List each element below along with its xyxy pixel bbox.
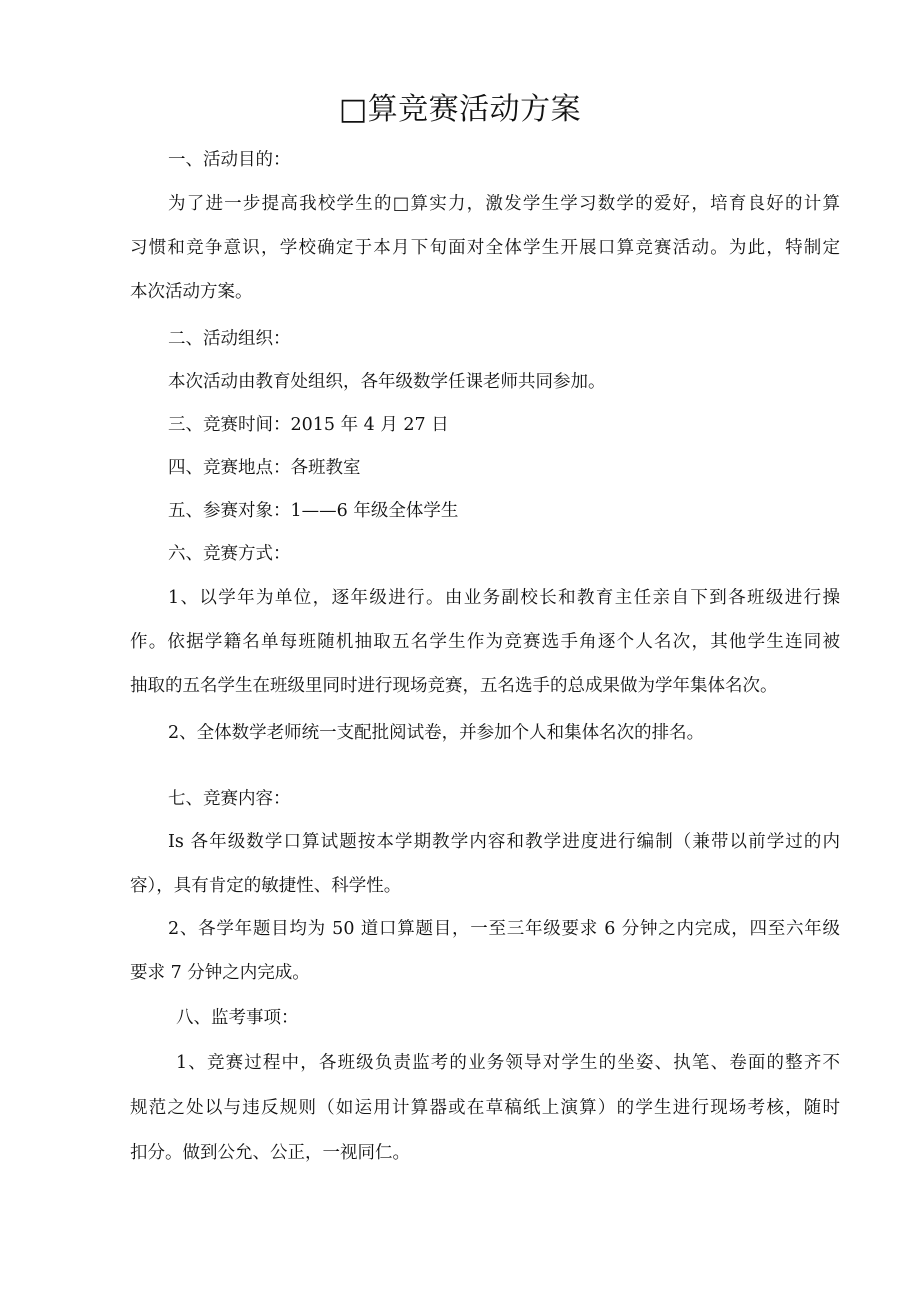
paragraph-line: 2、全体数学老师统一支配批阅试卷，并参加个人和集体名次的排名。 [168, 723, 705, 743]
paragraph-line: 容），具有肯定的敏捷性、科学性。 [130, 876, 402, 896]
paragraph-line: 为了进一步提高我校学生的□算实力，激发学生学习数学的爱好，培育良好的计算 [168, 194, 840, 214]
paragraph-line: 本次活动由教育处组织，各年级数学任课老师共同参加。 [168, 372, 606, 392]
section-heading-time: 三、竞赛时间：2015 年 4 月 27 日 [168, 415, 449, 435]
paragraph-line: Is 各年级数学口算试题按本学期教学内容和教学进度进行编制（兼带以前学过的内 [168, 832, 840, 852]
section-heading-organization: 二、活动组织： [168, 329, 291, 349]
paragraph-line: 2、各学年题目均为 50 道口算题目，一至三年级要求 6 分钟之内完成，四至六年级 [168, 919, 840, 939]
section-heading-content: 七、竞赛内容： [168, 789, 291, 809]
paragraph-line: 抽取的五名学生在班级里同时进行现场竞赛，五名选手的总成果做为学年集体名次。 [130, 676, 778, 696]
document-title: □算竞赛活动方案 [338, 92, 582, 127]
paragraph-line: 作。依据学籍名单每班随机抽取五名学生作为竞赛选手角逐个人名次，其他学生连同被 [130, 632, 840, 652]
section-heading-proctoring: 八、监考事项： [176, 1008, 299, 1028]
paragraph-line: 要求 7 分钟之内完成。 [130, 963, 310, 983]
paragraph-line: 1、以学年为单位，逐年级进行。由业务副校长和教育主任亲自下到各班级进行操 [168, 588, 840, 608]
paragraph-line: 本次活动方案。 [130, 282, 253, 302]
paragraph-line: 1、竞赛过程中，各班级负责监考的业务领导对学生的坐姿、执笔、卷面的整齐不 [176, 1053, 840, 1073]
paragraph-line: 扣分。做到公允、公正，一视同仁。 [130, 1143, 410, 1163]
section-heading-purpose: 一、活动目的： [168, 150, 291, 170]
section-heading-location: 四、竞赛地点：各班教室 [168, 458, 361, 478]
paragraph-line: 习惯和竞争意识，学校确定于本月下旬面对全体学生开展口算竞赛活动。为此，特制定 [130, 238, 840, 258]
section-heading-participants: 五、参赛对象：1——6 年级全体学生 [168, 501, 459, 521]
paragraph-line: 规范之处以与违反规则（如运用计算器或在草稿纸上演算）的学生进行现场考核，随时 [130, 1098, 840, 1118]
section-heading-method: 六、竞赛方式： [168, 544, 291, 564]
